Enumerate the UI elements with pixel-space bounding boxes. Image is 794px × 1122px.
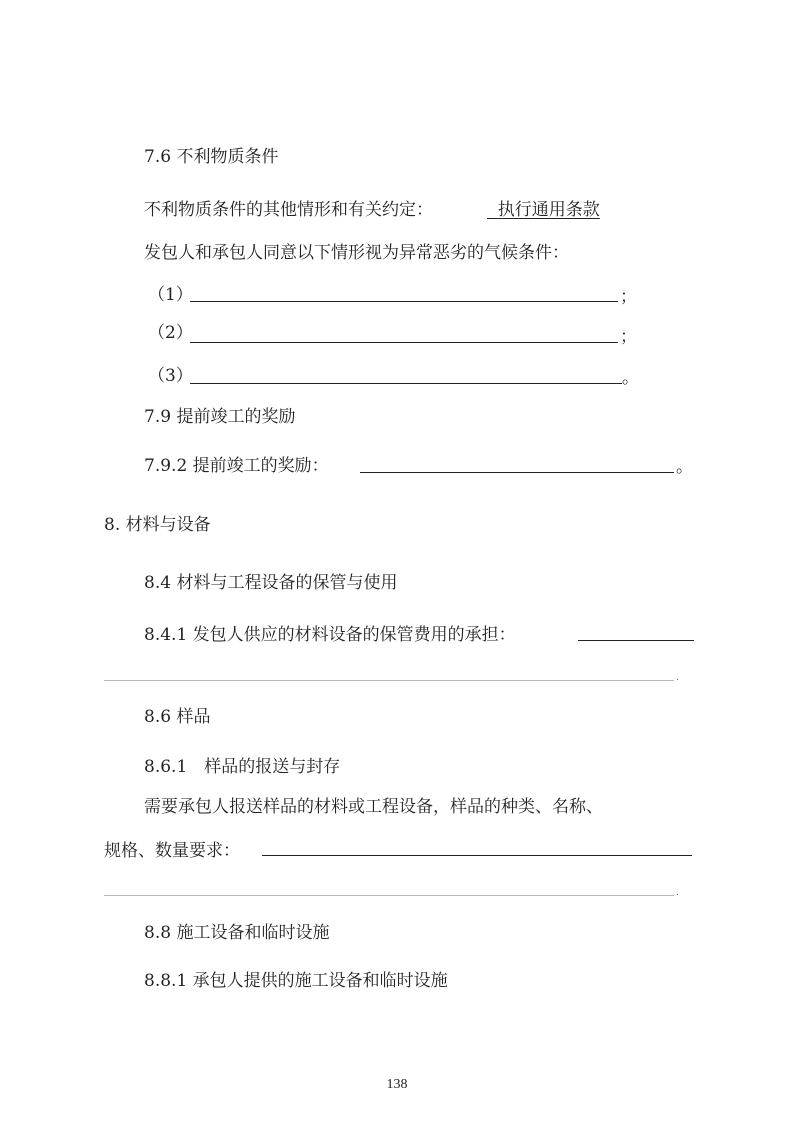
climate-item-3-blank [190,383,622,384]
section-8-4-heading: 8.4 材料与工程设备的保管与使用 [144,573,398,593]
section-8-6-heading: 8.6 样品 [144,707,211,727]
section-7-9-heading: 7.9 提前竣工的奖励 [144,407,296,427]
section-7-6-heading: 7.6 不利物质条件 [144,147,279,167]
reward-label: 7.9.2 提前竣工的奖励： [144,456,329,476]
reward-blank [360,472,674,473]
sample-continuation-line [104,895,674,896]
climate-item-1-blank [190,301,618,302]
sample-text-line-1: 需要承包人报送样品的材料或工程设备，样品的种类、名称、 [144,797,603,817]
section-8-8-1-heading: 8.8.1 承包人提供的施工设备和临时设施 [144,971,448,991]
climate-intro: 发包人和承包人同意以下情形视为异常恶劣的气候条件： [144,243,569,263]
other-conditions-label: 不利物质条件的其他情形和有关约定： [144,200,433,220]
climate-item-3-end: 。 [622,368,639,388]
climate-item-2-blank [190,342,618,343]
section-8-6-1-heading: 8.6.1 样品的报送与封存 [144,757,341,777]
climate-item-1-number: （1） [148,285,193,305]
storage-fee-continuation-line [104,680,674,681]
section-8-heading: 8. 材料与设备 [104,515,211,535]
section-8-8-heading: 8.8 施工设备和临时设施 [144,923,330,943]
page-number: 138 [386,1077,408,1092]
storage-fee-blank [578,640,694,641]
sample-text-line-2: 规格、数量要求： [104,841,240,861]
other-conditions-value: 执行通用条款 [497,200,600,220]
sample-end: . [676,888,679,898]
reward-end: 。 [676,457,693,477]
sample-requirements-blank [262,855,692,856]
storage-fee-label: 8.4.1 发包人供应的材料设备的保管费用的承担： [144,625,516,645]
climate-item-2-end: ； [620,327,637,347]
climate-item-1-end: ； [620,287,637,307]
climate-item-3-number: （3） [148,366,193,386]
storage-fee-end: . [676,673,679,683]
climate-item-2-number: （2） [148,323,193,343]
